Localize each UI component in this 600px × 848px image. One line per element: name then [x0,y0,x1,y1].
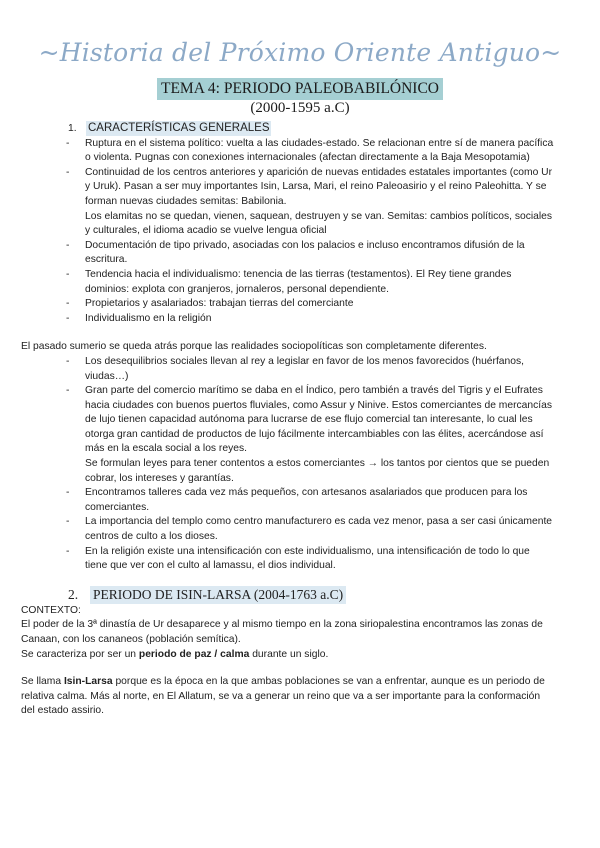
list-item-text: Gran parte del comercio marítimo se daba en el Índico, pero también a través del Tigris y el Eufrates hacia ciudades con buenos puertos fluviales, como Assur y Ninive. Estos comerciantes de mercancías de lujo tienen capacidad autónoma para lucrarse de ese flujo comercial tan interesante, lo cual les otorga gran cantidad de productos de lujo fácilmente intercambiables con las élites, acercándose así más en la escala social a los reyes. [85,385,553,455]
list-item [48,166,554,239]
section-1-heading [68,121,554,137]
list-item-continuation: Los elamitas no se quedan, vienen, saquean, destruyen y se van. Semitas: cambios políticos, sociales y culturales, el idioma acadio se vuelve lengua oficial [85,210,553,237]
page-title: TEMA 4: PERIODO PALEOBABILÓNICO [157,78,443,100]
section-2-heading [68,586,554,604]
list-item-text: Ruptura en el sistema político: vuelta a las ciudades-estado. Se relacionan entre sí de manera pacífica o violenta. Pugnas con conexiones internacionales (afectan directamente a la Baja Mesopotamia) [85,137,554,164]
list-item [48,137,554,166]
section-2-context [21,604,554,719]
section-2-label: PERIODO DE ISIN-LARSA (2004-1763 a.C) [90,586,346,604]
document-body [21,121,554,719]
list-item-text: La importancia del templo como centro manufacturero es cada vez menor, pasa a ser casi únicamente centros de culto a los dioses. [85,516,553,543]
section-1-label: CARACTERÍSTICAS GENERALES [88,122,270,134]
context-line-1: El poder de la 3ª dinastía de Ur desaparece y al mismo tiempo en la zona siriopalestina encontramos las zonas de Canaan, con los cananeos (población semítica). [21,619,543,645]
list-item [48,355,554,384]
list-item [48,297,554,312]
period-dates: (2000-1595 a.C) [250,100,350,116]
list-item-continuation: Se formulan leyes para tener contentos a estos comerciantes → los tantos por cientos que se pueden cobrar, los intereses y garantías. [85,458,550,484]
list-item-text: Los desequilibrios sociales llevan al rey a legislar en favor de los menos favorecidos (huérfanos, viudas…) [85,355,524,382]
list-item [48,515,554,544]
list-item [48,239,554,268]
context-bold-text: periodo de paz / calma [138,648,250,660]
title-wrapper [0,78,600,100]
list-item-text: Documentación de tipo privado, asociadas con los palacios e incluso encontramos difusión de la escritura. [85,239,525,266]
list-item-text: En la religión existe una intensificación con este individualismo, una intensificación de todo lo que tiene que ver con el culto al lamassu, el dios individual. [85,545,530,572]
isin-larsa-paragraph: Se llama Isin-Larsa porque es la época en la que ambas poblaciones se van a enfrentar, aunque es un periodo de relativa calma. Más al norte, en El Allatum, se va a generar un reino que va a ser importante para la conformación del estado assirio. [21,676,545,717]
list-item-text: Individualismo en la religión [85,312,212,324]
list-item [48,312,554,327]
context-label: CONTEXTO: [21,604,81,616]
list-item-text: Encontramos talleres cada vez más pequeños, con artesanos asalariados que producen para los comerciantes. [85,487,528,513]
section-1-list-2 [48,355,554,574]
list-item [48,545,554,574]
list-item-text: Propietarios y asalariados: trabajan tierras del comerciante [85,298,354,310]
course-header: ~Historia del Próximo Oriente Antiguo~ [38,38,562,67]
list-item [48,486,554,515]
paragraph-sumerian-past: El pasado sumerio se queda atrás porque las realidades sociopolíticas son completamente diferentes. [21,341,487,353]
section-1-number: 1. [68,123,77,134]
section-2-number: 2. [68,586,79,602]
list-item [48,268,554,297]
context-line-2: Se caracteriza por ser un periodo de paz / calma durante un siglo. [21,648,329,660]
list-item [48,384,554,486]
list-item-text: Tendencia hacia el individualismo: tenencia de las tierras (testamentos). El Rey tiene grandes dominios: explota con granjeros, jornaleros, personal dependiente. [85,268,512,295]
list-item-text: Continuidad de los centros anteriores y aparición de nuevas entidades estatales importantes (como Ur y Uruk). Pasan a ser muy importantes Isin, Larsa, Mari, el reino Paleoasirio y el reino Paleohitta. Y se forman nuevas ciudades semitas: Babilonia. [85,166,553,207]
section-1-list [48,137,554,327]
isin-larsa-bold: Isin-Larsa [63,676,113,688]
